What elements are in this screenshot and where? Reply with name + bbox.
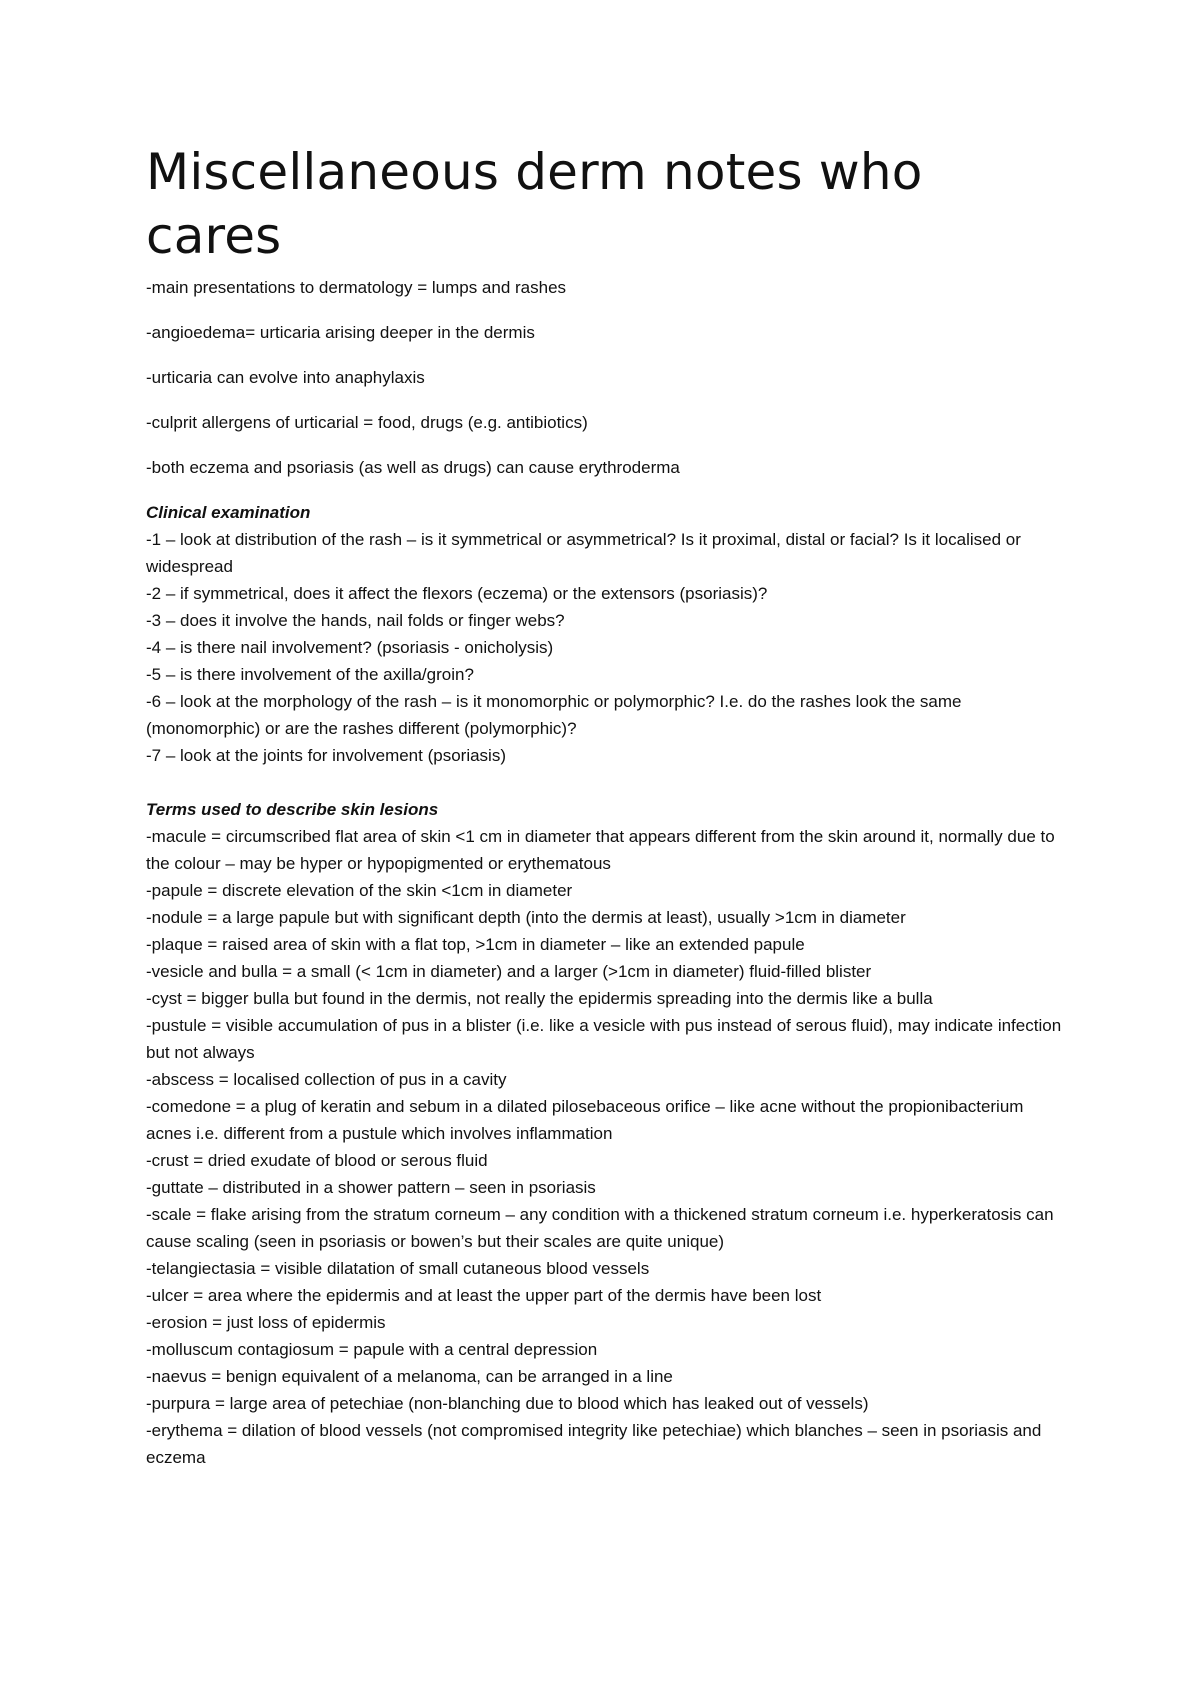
intro-line: -culprit allergens of urticarial = food, drugs (e.g. antibiotics) bbox=[146, 413, 588, 432]
list-item: -erosion = just loss of epidermis bbox=[146, 1313, 386, 1332]
intro-block bbox=[146, 274, 1070, 481]
list-item: -abscess = localised collection of pus in a cavity bbox=[146, 1070, 507, 1089]
section-clinical-examination bbox=[146, 499, 1070, 769]
list-item: -purpura = large area of petechiae (non-blanching due to blood which has leaked out of vessels) bbox=[146, 1394, 869, 1413]
list-item: -papule = discrete elevation of the skin <1cm in diameter bbox=[146, 881, 573, 900]
list-item: -ulcer = area where the epidermis and at least the upper part of the dermis have been lost bbox=[146, 1286, 822, 1305]
list-item: -guttate – distributed in a shower pattern – seen in psoriasis bbox=[146, 1178, 596, 1197]
list-item: -molluscum contagiosum = papule with a central depression bbox=[146, 1340, 598, 1359]
intro-line: -main presentations to dermatology = lumps and rashes bbox=[146, 278, 567, 297]
document-title: Miscellaneous derm notes who cares bbox=[146, 143, 923, 265]
list-item: -crust = dried exudate of blood or serous fluid bbox=[146, 1151, 488, 1170]
section-heading: Terms used to describe skin lesions bbox=[146, 800, 439, 819]
list-item: -macule = circumscribed flat area of skin <1 cm in diameter that appears different from the skin around it, normally due to the colour – may be hyper or hypopigmented or erythematous bbox=[146, 827, 1055, 873]
list-item: -nodule = a large papule but with significant depth (into the dermis at least), usually >1cm in diameter bbox=[146, 908, 906, 927]
list-item: -scale = flake arising from the stratum corneum – any condition with a thickened stratum corneum i.e. hyperkeratosis can cause scaling (seen in psoriasis or bowen’s but their scales are quite unique) bbox=[146, 1205, 1054, 1251]
list-item: -6 – look at the morphology of the rash – is it monomorphic or polymorphic? I.e. do the rashes look the same (monomorphic) or are the rashes different (polymorphic)? bbox=[146, 692, 962, 738]
list-item: -3 – does it involve the hands, nail folds or finger webs? bbox=[146, 611, 565, 630]
section-skin-lesion-terms bbox=[146, 796, 1070, 1471]
list-item: -plaque = raised area of skin with a flat top, >1cm in diameter – like an extended papule bbox=[146, 935, 805, 954]
list-item: -4 – is there nail involvement? (psoriasis - onicholysis) bbox=[146, 638, 554, 657]
section-heading: Clinical examination bbox=[146, 503, 311, 522]
list-item: -pustule = visible accumulation of pus in a blister (i.e. like a vesicle with pus instead of serous fluid), may indicate infection but not always bbox=[146, 1016, 1062, 1062]
list-item: -vesicle and bulla = a small (< 1cm in diameter) and a larger (>1cm in diameter) fluid-filled blister bbox=[146, 962, 872, 981]
list-item: -2 – if symmetrical, does it affect the flexors (eczema) or the extensors (psoriasis)? bbox=[146, 584, 768, 603]
list-item: -cyst = bigger bulla but found in the dermis, not really the epidermis spreading into the dermis like a bulla bbox=[146, 989, 933, 1008]
list-item: -naevus = benign equivalent of a melanoma, can be arranged in a line bbox=[146, 1367, 673, 1386]
intro-line: -urticaria can evolve into anaphylaxis bbox=[146, 368, 425, 387]
list-item: -erythema = dilation of blood vessels (not compromised integrity like petechiae) which blanches – seen in psoriasis and eczema bbox=[146, 1421, 1042, 1467]
list-item: -1 – look at distribution of the rash – is it symmetrical or asymmetrical? Is it proximal, distal or facial? Is it localised or widespread bbox=[146, 530, 1021, 576]
list-item: -telangiectasia = visible dilatation of small cutaneous blood vessels bbox=[146, 1259, 650, 1278]
intro-line: -both eczema and psoriasis (as well as drugs) can cause erythroderma bbox=[146, 458, 680, 477]
list-item: -5 – is there involvement of the axilla/groin? bbox=[146, 665, 474, 684]
list-item: -comedone = a plug of keratin and sebum in a dilated pilosebaceous orifice – like acne without the propionibacterium acnes i.e. different from a pustule which involves inflammation bbox=[146, 1097, 1024, 1143]
intro-line: -angioedema= urticaria arising deeper in the dermis bbox=[146, 323, 535, 342]
list-item: -7 – look at the joints for involvement (psoriasis) bbox=[146, 746, 506, 765]
